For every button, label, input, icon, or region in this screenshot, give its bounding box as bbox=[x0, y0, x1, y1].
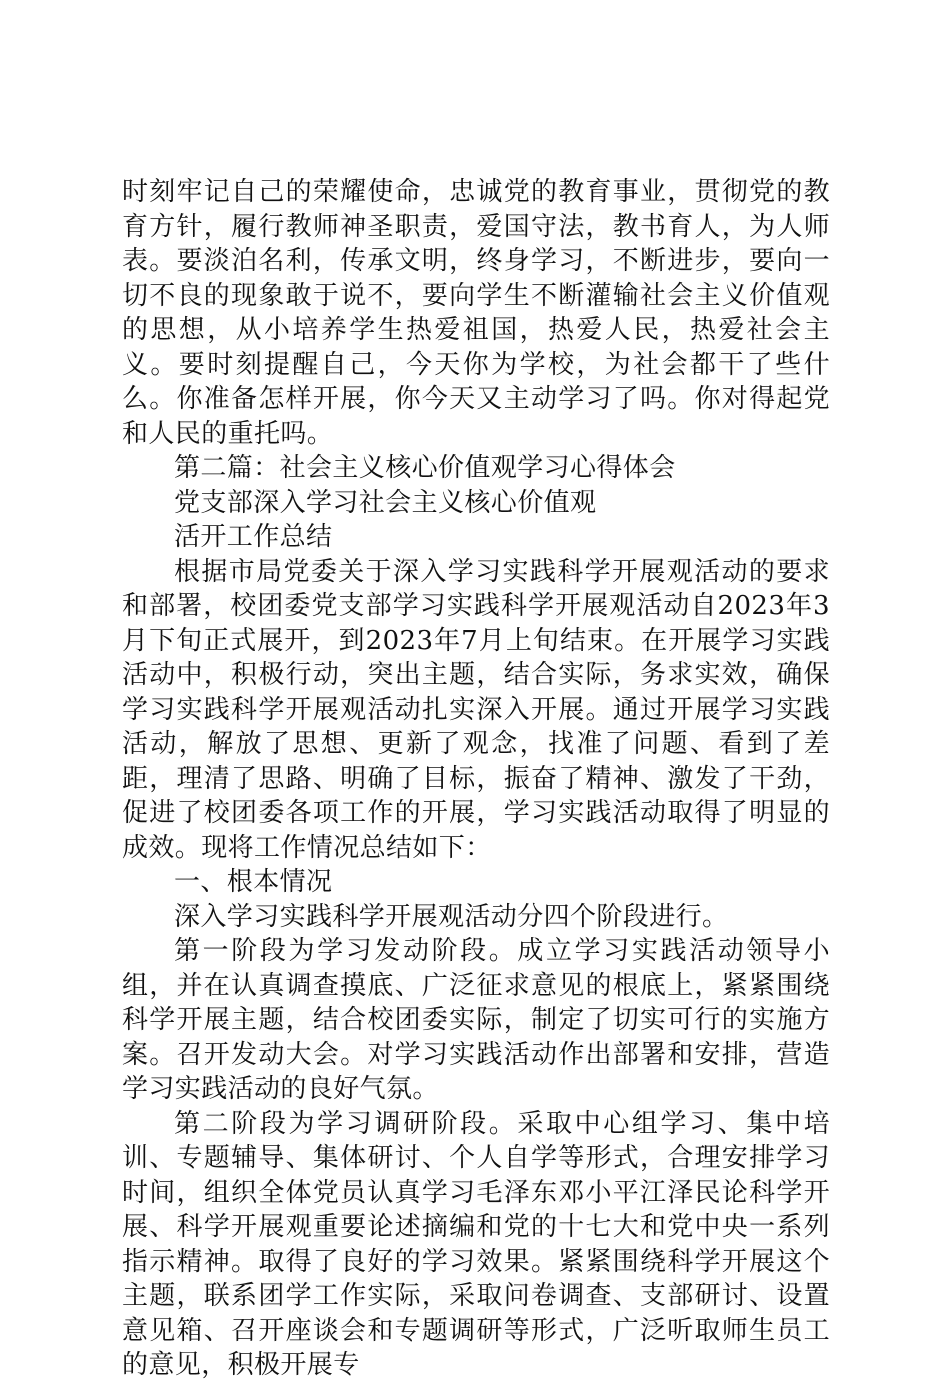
paragraph-stage-one: 第一阶段为学习发动阶段。成立学习实践活动领导小组，并在认真调查摸底、广泛征求意见的根底上，紧紧围绕科学开展主题，结合校团委实际，制定了切实可行的实施方案。召开发动大会。对学习实践活动作出部署和安排，营造学习实践活动的良好气氛。 bbox=[122, 936, 830, 1104]
paragraph-subtitle-continued: 活开工作总结 bbox=[174, 522, 333, 552]
paragraph-subtitle: 党支部深入学习社会主义核心价值观 bbox=[174, 487, 597, 518]
paragraph-introduction: 根据市局党委关于深入学习实践科学开展观活动的要求和部署，校团委党支部学习实践科学开展观活动自2023年3月下旬正式展开，到2023年7月上旬结束。在开展学习实践活动中，积极行动，突出主题，结合实际，务求实效，确保学习实践科学开展观活动扎实深入开展。通过开展学习实践活动，解放了思想、更新了观念，找准了问题、看到了差距，理清了思路、明确了目标，振奋了精神、激发了干劲，促进了校团委各项工作的开展，学习实践活动取得了明显的成效。现将工作情况总结如下： bbox=[122, 556, 830, 863]
paragraph-continued-text: 时刻牢记自己的荣耀使命，忠诚党的教育事业，贯彻党的教育方针，履行教师神圣职责，爱国守法，教书育人，为人师表。要淡泊名利，传承文明，终身学习，不断进步，要向一切不良的现象敢于说不，要向学生不断灌输社会主义价值观的思想，从小培养学生热爱祖国，热爱人民，热爱社会主义。要时刻提醒自己，今天你为学校，为社会都干了些什么。你准备怎样开展，你今天又主动学习了吗。你对得起党和人民的重托吗。 bbox=[122, 177, 830, 449]
paragraph-stage-two: 第二阶段为学习调研阶段。采取中心组学习、集中培训、专题辅导、集体研讨、个人自学等形式，合理安排学习时间，组织全体党员认真学习毛泽东邓小平江泽民论科学开展、科学开展观重要论述摘编和党的十七大和党中央一系列指示精神。取得了良好的学习效果。紧紧围绕科学开展这个主题，联系团学工作实际，采取问卷调查、支部研讨、设置意见箱、召开座谈会和专题调研等形式，广泛听取师生员工的意见，积极开展专 bbox=[122, 1108, 830, 1380]
document-body bbox=[122, 175, 830, 1383]
paragraph-stages-overview: 深入学习实践科学开展观活动分四个阶段进行。 bbox=[174, 901, 729, 932]
paragraph-section-title: 第二篇：社会主义核心价值观学习心得体会 bbox=[174, 453, 676, 483]
paragraph-heading-basic-situation: 一、根本情况 bbox=[174, 867, 333, 897]
